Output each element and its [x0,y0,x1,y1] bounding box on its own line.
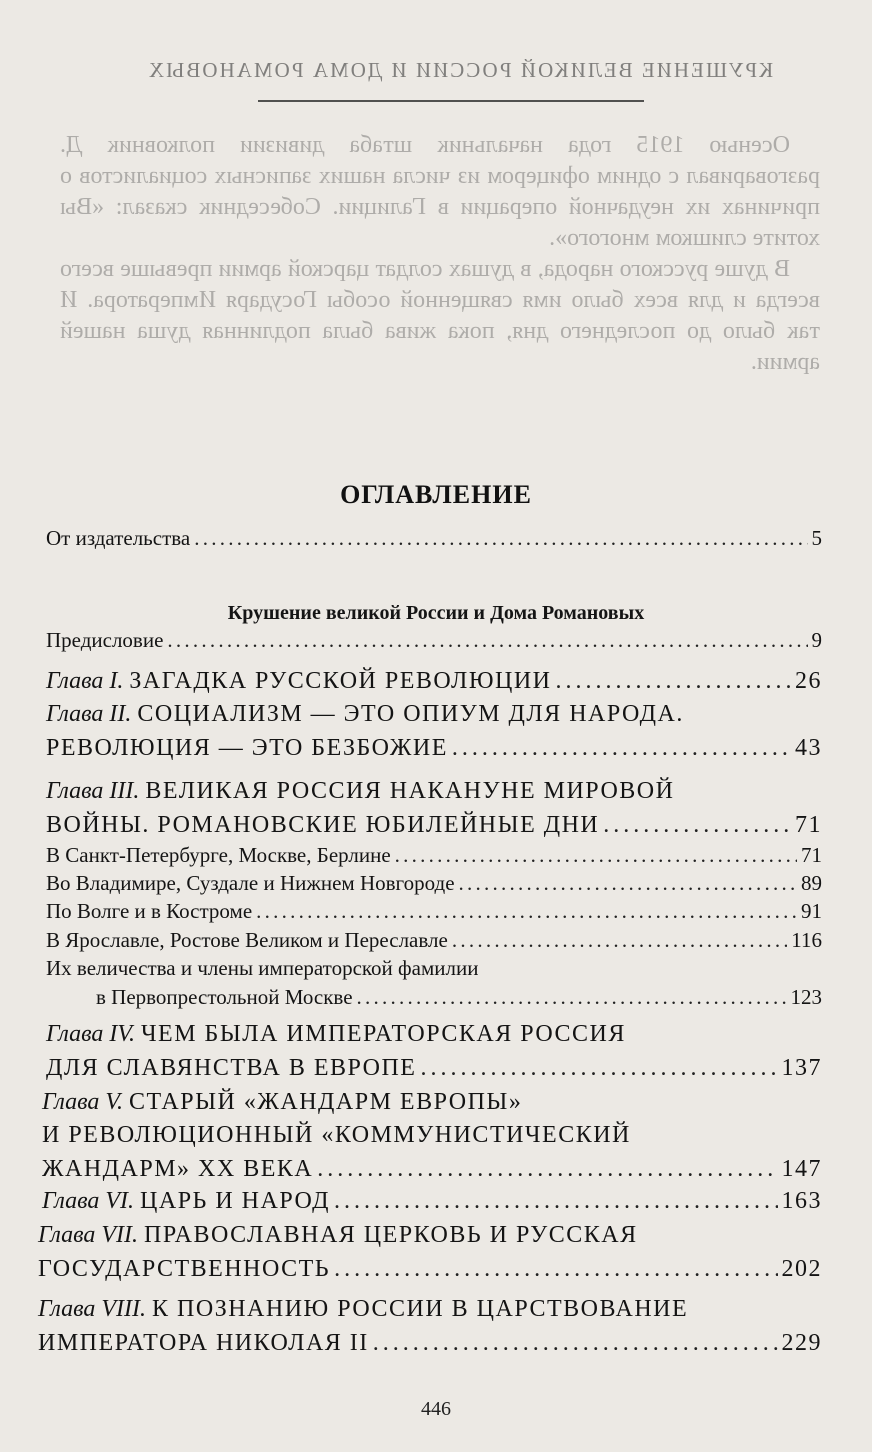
toc-page-number: 123 [790,985,822,1009]
toc-page-number: 91 [801,899,822,923]
toc-page-number: 5 [811,526,822,550]
chapter-number: Глава II. [46,701,138,727]
bleed-through-text [60,130,820,378]
toc-entry-line [96,985,822,1010]
toc-entry-line [42,1122,822,1149]
toc-entry-title: Предисловие [46,628,164,652]
dot-leader [452,735,791,762]
toc-page-number: 26 [795,668,822,694]
chapter-number: Глава V. [42,1089,129,1115]
toc-entry-title: ВЕЛИКАЯ РОССИЯ НАКАНУНЕ МИРОВОЙ [145,778,675,804]
toc-entry-line [46,1021,822,1048]
toc-entry-title: ЦАРЬ И НАРОД [140,1188,330,1214]
toc-page-number: 229 [781,1330,822,1356]
toc-entry-title: ПРАВОСЛАВНАЯ ЦЕРКОВЬ И РУССКАЯ [144,1222,638,1248]
toc-entry-title: По Волге и в Костроме [46,899,253,923]
toc-entry-line [42,1156,822,1183]
toc-entry-title: ГОСУДАРСТВЕННОСТЬ [38,1256,331,1282]
toc-entry-title: ЧЕМ БЫЛА ИМПЕРАТОРСКАЯ РОССИЯ [140,1021,626,1047]
toc-page-number: 147 [781,1156,822,1182]
toc-entry-title: Во Владимире, Суздале и Нижнем Новгороде [46,871,455,895]
toc-entry-title: ВОЙНЫ. РОМАНОВСКИЕ ЮБИЛЕЙНЫЕ ДНИ [46,812,600,838]
toc-entry-line [38,1222,822,1249]
chapter-number: Глава VI. [42,1188,141,1214]
toc-entry-line [38,1330,822,1357]
toc-entry-line [46,701,822,728]
toc-entry-title: СОЦИАЛИЗМ — ЭТО ОПИУМ ДЛЯ НАРОДА. [137,701,684,727]
toc-page-number: 43 [795,735,822,761]
toc-entry-line [46,735,822,762]
toc-page-number: 9 [811,628,822,652]
dot-leader [256,899,797,924]
toc-entry-line [42,1188,822,1215]
toc-entry-title: От издательства [46,526,191,550]
toc-entry-line [46,526,822,551]
toc-page-number: 116 [791,928,822,952]
chapter-number: Глава III. [46,778,146,804]
toc-page-number: 71 [801,843,822,867]
toc-entry-title: Их величества и члены императорской фамилии [46,956,479,980]
toc-entry-line [46,871,822,896]
toc-page-number: 137 [781,1055,822,1081]
chapter-number: Глава VIII. [38,1296,153,1322]
dot-leader [459,871,797,896]
toc-entry-title: В Санкт-Петербурге, Москве, Берлине [46,843,391,867]
toc-entry-line [46,956,822,981]
toc-entry-line [46,843,822,868]
toc-entry-line [46,1055,822,1082]
toc-page-number: 163 [781,1188,822,1214]
toc-entry-line [46,628,822,653]
dot-leader [373,1330,778,1357]
toc-entry-line [46,899,822,924]
dot-leader [603,812,791,839]
dot-leader [334,1256,777,1283]
toc-entry-title: ЖАНДАРМ» XX ВЕКА [42,1156,314,1182]
toc-entry-line [38,1256,822,1283]
toc-entry-line [42,1089,822,1116]
toc-entry-title: ЗАГАДКА РУССКОЙ РЕВОЛЮЦИИ [129,668,552,694]
part-title: Крушение великой России и Дома Романовых [227,602,645,624]
toc-entry-title: СТАРЫЙ «ЖАНДАРМ ЕВРОПЫ» [128,1089,523,1115]
bleed-paragraph: В душе русского народа, в душах солдат царской армии превыше всего всегда и для всех было имя священной особы Государя Императора. И так было до последнего дня, пока жива была подлинная душа нашей армии. [60,256,820,375]
dot-leader [555,668,791,695]
toc-entry-title: ДЛЯ СЛАВЯНСТВА В ЕВРОПЕ [46,1055,417,1081]
toc-entry-line [38,1296,822,1323]
toc-page-number: 89 [801,871,822,895]
dot-leader [357,985,787,1010]
toc-entry-line [46,812,822,839]
toc-page-number: 202 [781,1256,822,1282]
toc-title: ОГЛАВЛЕНИЕ [340,480,532,509]
page-number: 446 [421,1398,451,1420]
dot-leader [395,843,797,868]
dot-leader [167,628,807,653]
toc-entry-title: И РЕВОЛЮЦИОННЫЙ «КОММУНИСТИЧЕСКИЙ [42,1122,631,1148]
toc-entry-title: РЕВОЛЮЦИЯ — ЭТО БЕЗБОЖИЕ [46,735,448,761]
toc-page-number: 71 [795,812,822,838]
chapter-number: Глава IV. [46,1021,141,1047]
toc-entry-title: ИМПЕРАТОРА НИКОЛАЯ II [38,1330,369,1356]
toc-entry-title: в Первопрестольной Москве [96,985,353,1009]
header-rule [258,100,644,102]
toc-entry-title: К ПОЗНАНИЮ РОССИИ В ЦАРСТВОВАНИЕ [152,1296,689,1322]
bleed-through-header: КРУШЕНИЕ ВЕЛИКОЙ РОССИИ И ДОМА РОМАНОВЫХ [146,58,774,82]
toc-entry-title: В Ярославле, Ростове Великом и Переславле [46,928,448,952]
toc-entry-line [46,668,822,695]
dot-leader [317,1156,777,1183]
dot-leader [420,1055,777,1082]
toc-entry-line [46,778,822,805]
chapter-number: Глава VII. [38,1222,145,1248]
toc-entry-line [46,928,822,953]
bleed-paragraph: Осенью 1915 года начальник штаба дивизии полковник Д. разговаривал с одним офицером из числа наших записных социалистов о причинах их неудачной операции в Галиции. Собеседник сказал: «Вы хотите слишком многого». [60,132,820,251]
dot-leader [452,928,787,953]
chapter-number: Глава I. [46,668,130,694]
dot-leader [334,1188,778,1215]
dot-leader [194,526,807,551]
